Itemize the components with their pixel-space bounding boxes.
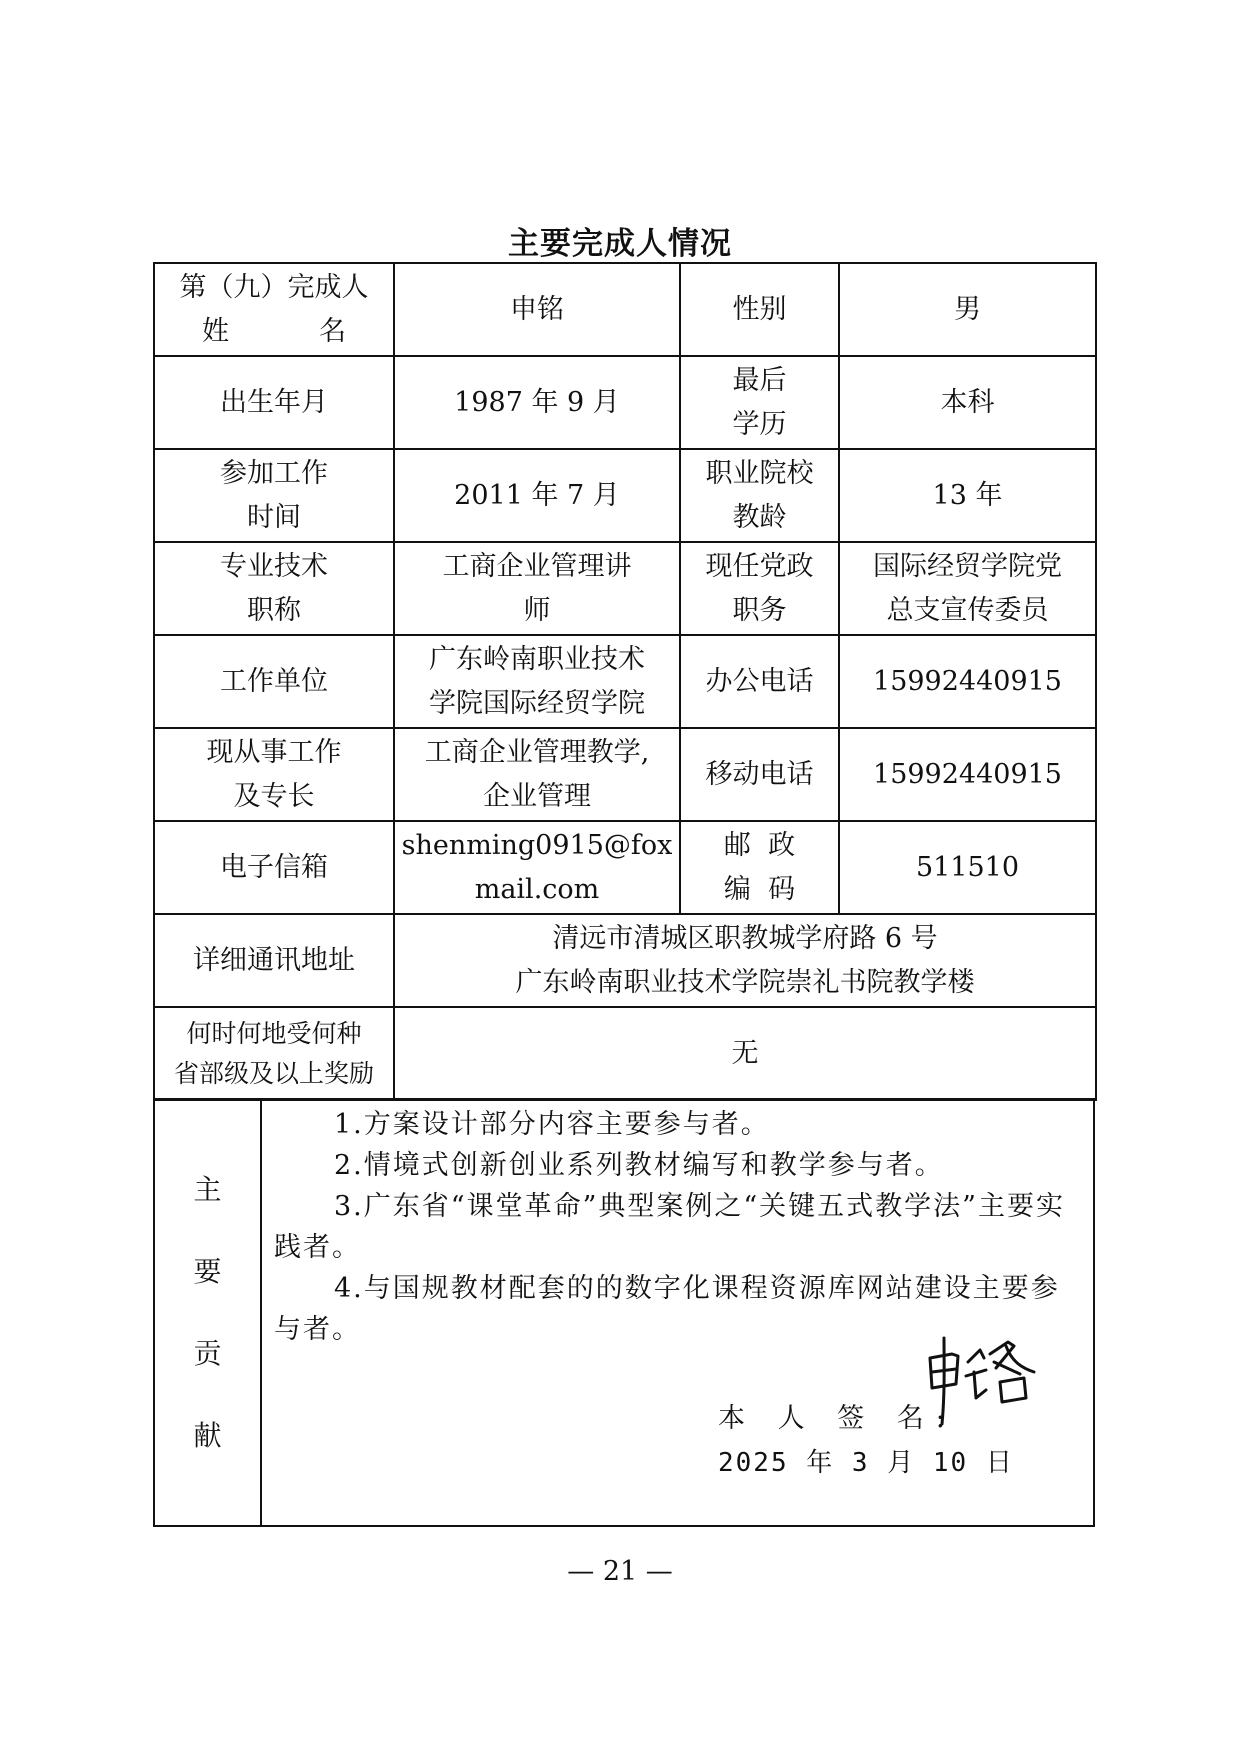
table-row (154, 635, 1096, 728)
contributions-label (154, 1099, 261, 1526)
birth-value: 1987 年 9 月 (394, 356, 680, 449)
personal-info-table (153, 262, 1097, 1101)
professional-title-value-line1: 工商企业管理讲 (442, 550, 632, 582)
email-value (394, 821, 680, 914)
signature-date: 2025 年 3 月 10 日 (718, 1448, 1014, 1478)
specialty-label-line1: 现从事工作 (206, 736, 342, 768)
awards-value: 无 (394, 1007, 1096, 1100)
contribution-item: 2.情境式创新创业系列教材编写和教学参与者。 (334, 1150, 944, 1181)
employer-label: 工作单位 (154, 635, 394, 728)
office-phone-value: 15992440915 (839, 635, 1096, 728)
name-label-line1: 第（九）完成人 (179, 271, 369, 303)
contribution-item: 4.与国规教材配套的的数字化课程资源库网站建设主要参与者。 (274, 1273, 1060, 1345)
contributions-label-char: 献 (193, 1418, 222, 1452)
address-value (394, 914, 1096, 1007)
party-post-label-line1: 现任党政 (705, 550, 814, 582)
contributions-list (274, 1104, 1083, 1350)
employer-value-line1: 广东岭南职业技术 (429, 643, 645, 675)
name-label-cell (154, 263, 394, 356)
name-label-char-2: 名 (319, 315, 346, 347)
employer-value-line2: 学院国际经贸学院 (429, 687, 645, 719)
education-label-line1: 最后 (732, 364, 787, 396)
table-row (154, 821, 1096, 914)
party-post-value-line1: 国际经贸学院党 (873, 550, 1062, 582)
table-row (154, 1007, 1096, 1100)
party-post-value (839, 542, 1096, 635)
table-row (154, 356, 1096, 449)
specialty-value-line2: 企业管理 (483, 780, 591, 812)
work-start-value: 2011 年 7 月 (394, 449, 680, 542)
professional-title-value-line2: 师 (523, 594, 551, 626)
gender-label: 性别 (680, 263, 839, 356)
contributions-label-char: 贡 (193, 1336, 222, 1370)
party-post-label-line2: 职务 (732, 594, 787, 626)
birth-label: 出生年月 (154, 356, 394, 449)
awards-label-line1: 何时何地受何种 (186, 1018, 362, 1048)
address-value-line1: 清远市清城区职教城学府路 6 号 (552, 922, 938, 954)
table-row (154, 449, 1096, 542)
postcode-label-line2: 编 码 (723, 873, 796, 905)
contributions-label-char: 要 (193, 1254, 222, 1288)
work-start-label-line2: 时间 (247, 501, 301, 533)
postcode-value: 511510 (839, 821, 1096, 914)
party-post-label (680, 542, 839, 635)
signature-label: 本 人 签 名: (718, 1403, 957, 1434)
email-value-line2: mail.com (474, 873, 600, 905)
teaching-years-label-line2: 教龄 (732, 501, 787, 533)
page-title: 主要完成人情况 (508, 226, 732, 262)
work-start-label-line1: 参加工作 (220, 457, 328, 489)
table-row (154, 728, 1096, 821)
email-label: 电子信箱 (154, 821, 394, 914)
email-value-line1: shenming0915@fox (401, 829, 673, 861)
teaching-years-label (680, 449, 839, 542)
name-label-char-1: 姓 (202, 315, 229, 347)
main-contributions-section (153, 1098, 1095, 1527)
table-row (154, 914, 1096, 1007)
mobile-value: 15992440915 (839, 728, 1096, 821)
awards-label (154, 1007, 394, 1100)
professional-title-label (154, 542, 394, 635)
work-start-label (154, 449, 394, 542)
professional-title-label-line2: 职称 (247, 594, 301, 626)
address-label: 详细通讯地址 (154, 914, 394, 1007)
postcode-label (680, 821, 839, 914)
contributions-body (261, 1099, 1094, 1526)
contribution-item: 3.广东省“课堂革命”典型案例之“关键五式教学法”主要实践者。 (274, 1191, 1065, 1263)
party-post-value-line2: 总支宣传委员 (886, 594, 1049, 626)
professional-title-label-line1: 专业技术 (220, 550, 328, 582)
page-number: — 21 — (567, 1556, 673, 1587)
professional-title-value (394, 542, 680, 635)
gender-value: 男 (839, 263, 1096, 356)
mobile-label: 移动电话 (680, 728, 839, 821)
office-phone-label: 办公电话 (680, 635, 839, 728)
name-label-line2 (161, 310, 387, 354)
employer-value (394, 635, 680, 728)
awards-label-line2: 省部级及以上奖励 (173, 1058, 374, 1088)
specialty-value (394, 728, 680, 821)
specialty-label (154, 728, 394, 821)
specialty-label-line2: 及专长 (233, 780, 315, 812)
contribution-item: 1.方案设计部分内容主要参与者。 (334, 1109, 770, 1140)
table-row (154, 542, 1096, 635)
teaching-years-value: 13 年 (839, 449, 1096, 542)
education-value: 本科 (839, 356, 1096, 449)
education-label (680, 356, 839, 449)
specialty-value-line1: 工商企业管理教学, (424, 736, 650, 768)
postcode-label-line1: 邮 政 (723, 829, 796, 861)
name-value: 申铭 (394, 263, 680, 356)
teaching-years-label-line1: 职业院校 (705, 457, 814, 489)
table-row (154, 263, 1096, 356)
contributions-label-char: 主 (193, 1172, 222, 1206)
address-value-line2: 广东岭南职业技术学院崇礼书院教学楼 (515, 966, 975, 998)
education-label-line2: 学历 (732, 408, 787, 440)
